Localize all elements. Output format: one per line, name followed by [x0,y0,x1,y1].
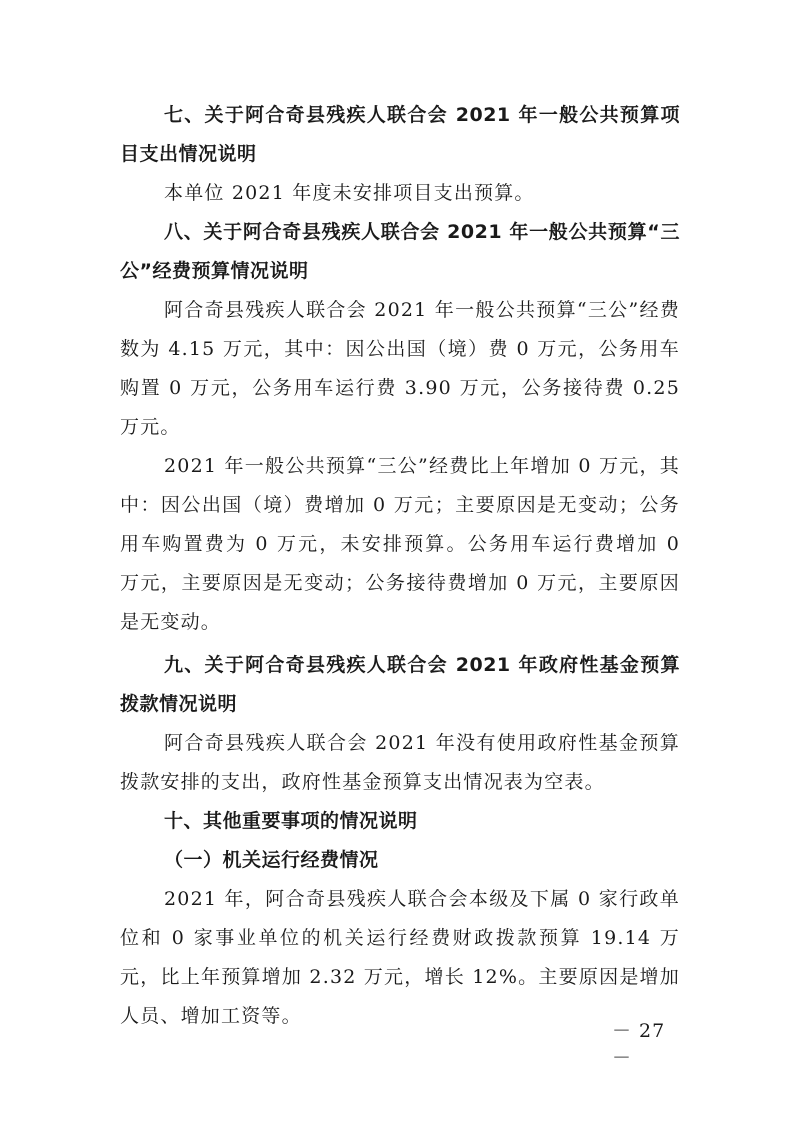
section-10-heading: 十、其他重要事项的情况说明 [164,810,418,832]
document-page [120,96,680,1036]
section-7-heading: 七、关于阿合奇县残疾人联合会 2021 年一般公共预算项目支出情况说明 [120,104,680,165]
section-10-body: 2021 年，阿合奇县残疾人联合会本级及下属 0 家行政单位和 0 家事业单位的机关运行经费财政拨款预算 19.14 万元，比上年预算增加 2.32 万元，增长 12%。主要原因是增加人员、增加工资等。 [120,888,680,1027]
section-8-paragraph-1: 阿合奇县残疾人联合会 2021 年一般公共预算“三公”经费数为 4.15 万元，其中：因公出国（境）费 0 万元，公务用车购置 0 万元，公务用车运行费 3.90 万元，公务接待费 0.25 万元。 [120,299,680,438]
section-8-paragraph-2: 2021 年一般公共预算“三公”经费比上年增加 0 万元，其中：因公出国（境）费增加 0 万元；主要原因是无变动；公务用车购置费为 0 万元，未安排预算。公务用车运行费增加 0 万元，主要原因是无变动；公务接待费增加 0 万元，主要原因是无变动。 [120,455,680,633]
section-8-heading: 八、关于阿合奇县残疾人联合会 2021 年一般公共预算“三公”经费预算情况说明 [120,221,680,282]
section-7-body: 本单位 2021 年度未安排项目支出预算。 [164,182,535,204]
section-9-heading: 九、关于阿合奇县残疾人联合会 2021 年政府性基金预算拨款情况说明 [120,654,680,715]
page-number: － 27 － [612,1020,666,1069]
section-10-subheading: （一）机关运行经费情况 [164,849,379,871]
section-9-body: 阿合奇县残疾人联合会 2021 年没有使用政府性基金预算拨款安排的支出，政府性基金预算支出情况表为空表。 [120,732,680,793]
